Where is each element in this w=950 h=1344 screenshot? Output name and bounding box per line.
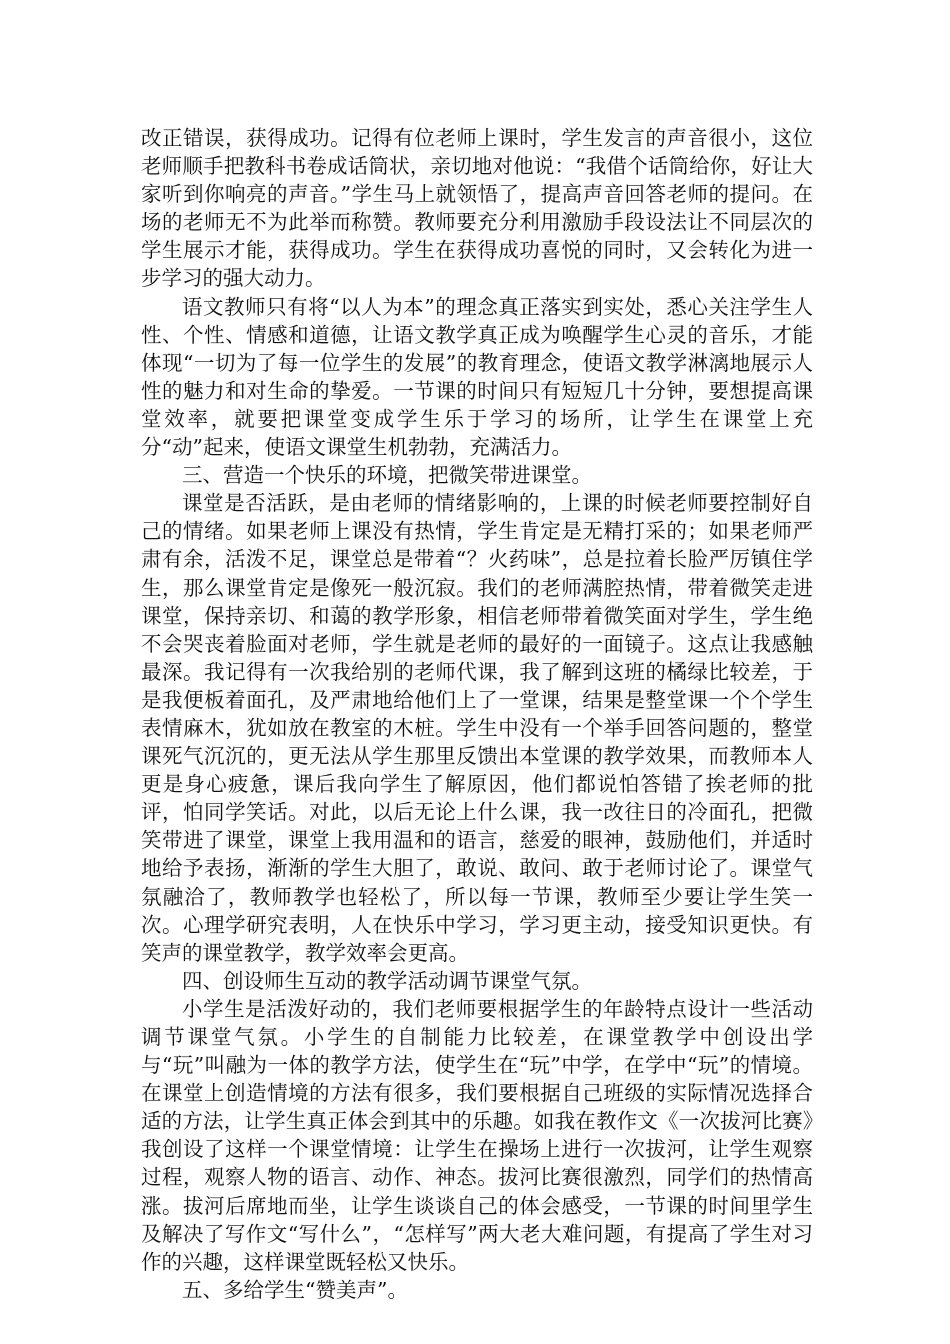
section-heading-five: 五、多给学生“赞美声”。 (182, 1277, 408, 1302)
paragraph-interactive-activities: 小学生是活泼好动的，我们老师要根据学生的年龄特点设计一些活动调节课堂气氛。小学生的自制能力比较差，在课堂教学中创设出学与“玩”叫融为一体的教学方法，使学生在“玩”中学，在学中“玩”的情境。在课堂上创造情境的方法有很多，我们要根据自己班级的实际情况选择合适的方法，让学生真正体会到其中的乐趣。如我在教作文《一次拔河比赛》我创设了这样一个课堂情境：让学生在操场上进行一次拔河，让学生观察过程，观察人物的语言、动作、神态。拔河比赛很激烈，同学们的热情高涨。拔河后席地而坐，让学生谈谈自己的体会感受，一节课的时间里学生及解决了写作文“写什么”，“怎样写”两大老大难问题，有提高了学生对习作的兴趣，这样课堂既轻松又快乐。 (141, 996, 813, 1274)
paragraph-teacher-philosophy: 语文教师只有将“以人为本”的理念真正落实到实处，悉心关注学生人性、个性、情感和道德，让语文教学真正成为唤醒学生心灵的音乐，才能体现“一切为了每一位学生的发展”的教育理念，使语文教学淋漓地展示人性的魅力和对生命的挚爱。一节课的时间只有短短几十分钟，要想提高课堂效率，就要把课堂变成学生乐于学习的场所，让学生在课堂上充分“动”起来，使语文课堂生机勃勃，充满活力。 (141, 294, 813, 460)
document-body (141, 124, 813, 1304)
paragraph-happy-classroom: 课堂是否活跃，是由老师的情绪影响的，上课的时候老师要控制好自己的情绪。如果老师上课没有热情，学生肯定是无精打采的；如果老师严肃有余，活泼不足，课堂总是带着“？火药味”，总是拉着长脸严厉镇住学生，那么课堂肯定是像死一般沉寂。我们的老师满腔热情，带着微笑走进课堂，保持亲切、和蔼的教学形象，相信老师带着微笑面对学生，学生绝不会哭丧着脸面对老师，学生就是老师的最好的一面镜子。这点让我感触最深。我记得有一次我给别的老师代课，我了解到这班的橘绿比较差，于是我便板着面孔，及严肃地给他们上了一堂课，结果是整堂课一个个学生表情麻木，犹如放在教室的木桩。学生中没有一个举手回答问题的，整堂课死气沉沉的，更无法从学生那里反馈出本堂课的教学效果，而教师本人更是身心疲惫，课后我向学生了解原因，他们都说怕答错了挨老师的批评，怕同学笑话。对此，以后无论上什么课，我一改往日的冷面孔，把微笑带进了课堂，课堂上我用温和的语言，慈爱的眼神，鼓励他们，并适时地给予表扬，渐渐的学生大胆了，敢说、敢问、敢于老师讨论了。课堂气氛融洽了，教师教学也轻松了，所以每一节课，教师至少要让学生笑一次。心理学研究表明，人在快乐中学习，学习更主动，接受知识更快。有笑声的课堂教学，教学效率会更高。 (141, 491, 813, 965)
section-heading-four: 四、创设师生互动的教学活动调节课堂气氛。 (182, 968, 592, 993)
paragraph-continuation: 改正错误，获得成功。记得有位老师上课时，学生发言的声音很小，这位老师顺手把教科书卷成话筒状，亲切地对他说：“我借个话筒给你，好让大家听到你响亮的声音。”学生马上就领悟了，提高声音回答老师的提问。在场的老师无不为此举而称赞。教师要充分利用激励手段设法让不同层次的学生展示才能，获得成功。学生在获得成功喜悦的同时，又会转化为进一步学习的强大动力。 (141, 126, 813, 291)
section-heading-three: 三、营造一个快乐的环境，把微笑带进课堂。 (182, 463, 592, 488)
